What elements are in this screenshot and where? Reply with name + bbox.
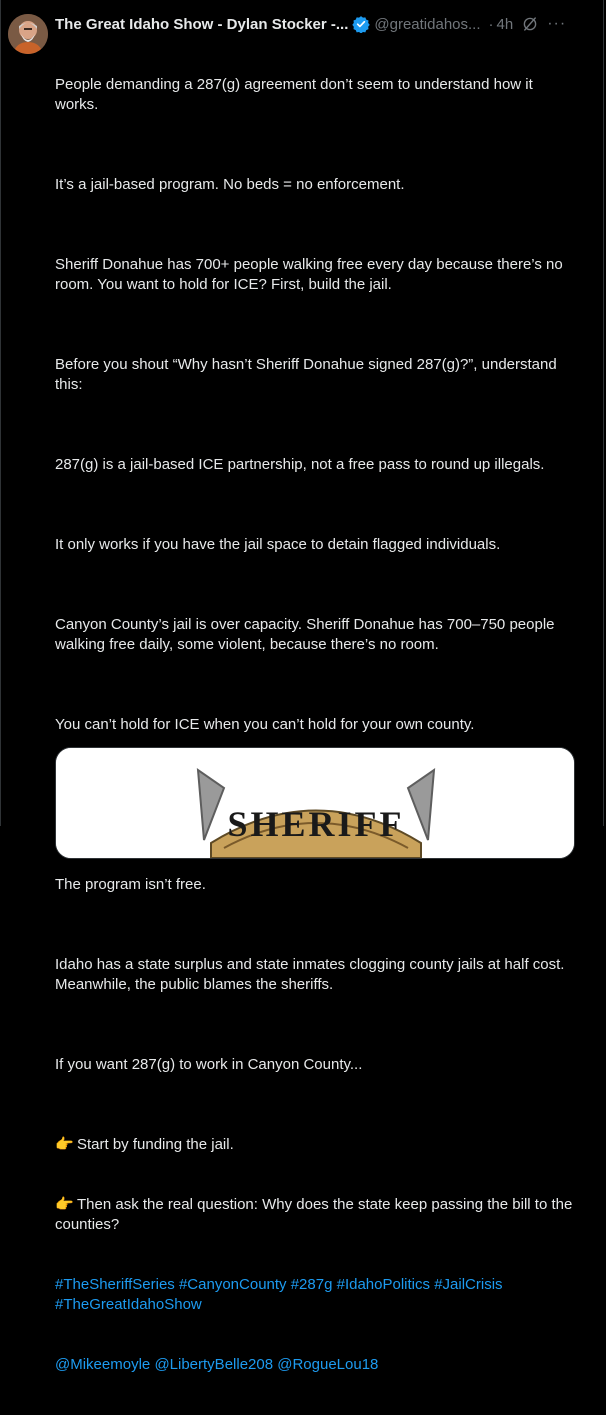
verified-badge-icon[interactable]	[352, 15, 370, 33]
point-text: Start by funding the jail.	[77, 1136, 234, 1153]
badge-text: SHERIFF	[227, 804, 405, 844]
timeline-border-left	[0, 0, 1, 826]
mention-link[interactable]: @LibertyBelle208	[154, 1356, 274, 1373]
paragraph: If you want 287(g) to work in Canyon County...	[55, 1056, 363, 1073]
paragraph: The program isn’t free.	[55, 876, 206, 893]
point-item	[55, 1195, 580, 1235]
point-text: Then ask the real question: Why does the state keep passing the bill to the counties?	[55, 1196, 577, 1233]
grok-icon[interactable]	[521, 15, 539, 33]
tweet-header	[55, 14, 596, 34]
mention-link[interactable]: @RogueLou18	[277, 1356, 379, 1373]
paragraph: You can’t hold for ICE when you can’t hold for your own county.	[55, 716, 475, 733]
tweet-text	[55, 35, 580, 1415]
hashtag-link[interactable]: #JailCrisis	[434, 1276, 503, 1293]
hashtag-line	[55, 1275, 580, 1315]
avatar-image	[8, 14, 48, 54]
hashtag-link[interactable]: #CanyonCounty	[178, 1276, 287, 1293]
paragraph: Canyon County’s jail is over capacity. Sheriff Donahue has 700–750 people walking free daily, some violent, because there’s no room.	[55, 616, 559, 653]
paragraph: Before you shout “Why hasn’t Sheriff Donahue signed 287(g)?”, understand this:	[55, 356, 561, 393]
paragraph: It’s a jail-based program. No beds = no enforcement.	[55, 176, 405, 193]
timeline-border-right	[603, 0, 604, 826]
hashtag-link[interactable]: #TheGreatIdahoShow	[55, 1296, 202, 1313]
hashtag-link[interactable]: #IdahoPolitics	[336, 1276, 431, 1293]
hashtag-link[interactable]: #287g	[290, 1276, 333, 1293]
post-time[interactable]: 4h	[496, 15, 514, 33]
separator-dot: ·	[488, 15, 494, 33]
sheriff-badge-image	[56, 748, 574, 858]
media-card[interactable]	[55, 747, 575, 859]
pointing-hand-icon: 👉	[55, 1136, 74, 1153]
avatar[interactable]	[8, 14, 48, 54]
more-icon[interactable]: ···	[547, 15, 567, 32]
paragraph: It only works if you have the jail space to detain flagged individuals.	[55, 536, 501, 553]
paragraph: Sheriff Donahue has 700+ people walking free every day because there’s no room. You want to hold for ICE? First, build the jail.	[55, 256, 567, 293]
pointing-hand-icon: 👉	[55, 1196, 74, 1213]
paragraph: People demanding a 287(g) agreement don’t seem to understand how it works.	[55, 76, 537, 113]
paragraph: 287(g) is a jail-based ICE partnership, not a free pass to round up illegals.	[55, 456, 545, 473]
author-name[interactable]: The Great Idaho Show - Dylan Stocker -...	[55, 15, 349, 33]
mention-line	[55, 1355, 580, 1375]
paragraph: Idaho has a state surplus and state inmates clogging county jails at half cost. Meanwhile, the public blames the sheriffs.	[55, 956, 569, 993]
mention-link[interactable]: @Mikeemoyle	[55, 1356, 151, 1373]
author-handle[interactable]: @greatidahos...	[374, 15, 481, 33]
point-item	[55, 1135, 580, 1155]
hashtag-link[interactable]: #TheSheriffSeries	[55, 1276, 175, 1293]
